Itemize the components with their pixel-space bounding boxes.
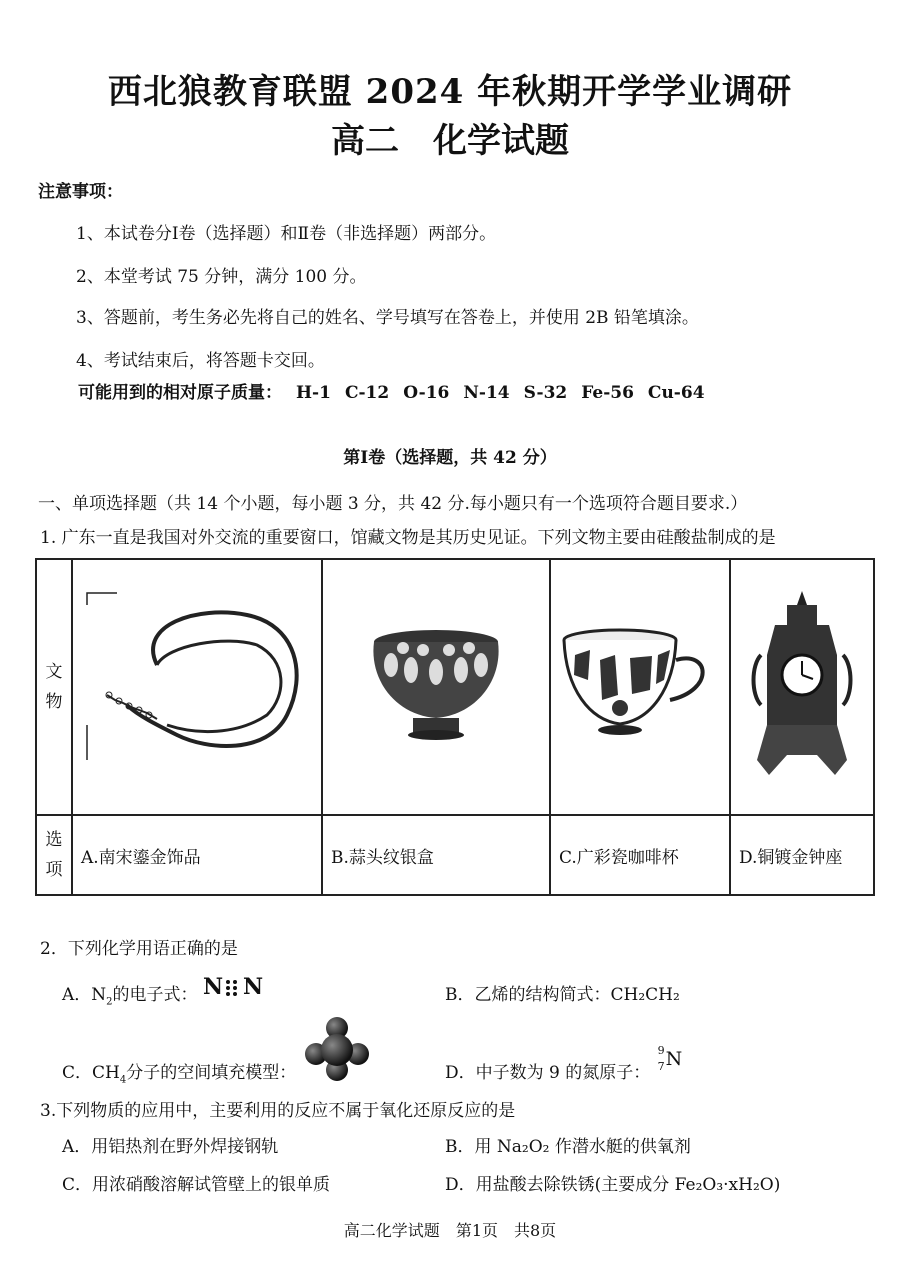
option-c[interactable]: C.广彩瓷咖啡杯 — [550, 815, 730, 895]
artifact-image-a — [72, 559, 322, 815]
part-heading: 一、单项选择题（共 14 个小题，每小题 3 分，共 42 分.每小题只有一个选项符合题目要求.） — [38, 494, 748, 514]
row-label-char: 选 — [45, 830, 63, 850]
electron-dots-icon — [223, 978, 243, 998]
exam-title: 西北狼教育联盟 2024 年秋期开学学业调研 — [107, 72, 793, 112]
subject-label: 化学试题 — [433, 121, 569, 161]
section-heading: 第Ⅰ卷（选择题，共 42 分） — [343, 448, 557, 468]
q3-option-d[interactable]: D．用盐酸去除铁锈(主要成分 Fe₂O₃·xH₂O) — [445, 1175, 781, 1195]
question-3-stem: 3.下列物质的应用中，主要利用的反应不属于氧化还原反应的是 — [40, 1101, 516, 1121]
notes-heading: 注意事项： — [38, 182, 123, 202]
row-label-options — [36, 815, 72, 895]
atomic-mass-value: O-16 — [403, 383, 450, 403]
q3-option-c[interactable]: C．用浓硝酸溶解试管壁上的银单质 — [62, 1175, 331, 1195]
artifact-image-d — [730, 559, 874, 815]
option-b[interactable]: B.蒜头纹银盒 — [322, 815, 550, 895]
element-symbol: N — [665, 1048, 683, 1070]
row-label-char: 文 — [45, 662, 63, 682]
atomic-mass-value: N-14 — [463, 383, 510, 403]
n2-electron-formula — [203, 974, 263, 1000]
q3-option-b[interactable]: B．用 Na₂O₂ 作潜水艇的供氧剂 — [445, 1137, 691, 1157]
question-1-stem: 1. 广东一直是我国对外交流的重要窗口，馆藏文物是其历史见证。下列文物主要由硅酸盐制成的是 — [40, 528, 776, 548]
gold-chain-image — [77, 585, 317, 785]
page-footer — [0, 1218, 900, 1241]
atomic-mass-line — [78, 378, 719, 403]
atomic-mass-value: Cu-64 — [647, 383, 705, 403]
atomic-mass-value: Fe-56 — [581, 383, 634, 403]
option-label: A．N — [62, 985, 107, 1005]
page-total: 共8页 — [514, 1221, 557, 1240]
ch4-space-filling-model-icon — [302, 1014, 372, 1084]
grade-label: 高二 — [331, 121, 399, 161]
question-2-stem: 2．下列化学用语正确的是 — [40, 939, 238, 959]
artifact-image-b — [322, 559, 550, 815]
note-item: 1、本试卷分Ⅰ卷（选择题）和Ⅱ卷（非选择题）两部分。 — [76, 224, 497, 244]
atomic-number: 7 — [657, 1060, 665, 1073]
atomic-mass-value: C-12 — [344, 383, 390, 403]
q2-option-b[interactable]: B．乙烯的结构简式：CH₂CH₂ — [445, 985, 680, 1005]
q2-option-c[interactable] — [62, 1058, 296, 1085]
q3-option-a[interactable]: A．用铝热剂在野外焊接钢轨 — [62, 1137, 279, 1157]
option-label: C．CH — [62, 1063, 120, 1083]
q2-option-d[interactable] — [445, 1044, 683, 1083]
note-item: 3、答题前，考生务必先将自己的姓名、学号填写在答卷上，并使用 2B 铅笔填涂。 — [76, 308, 699, 328]
subscript: 4 — [119, 1074, 127, 1086]
silver-box-image — [361, 620, 511, 750]
note-item: 2、本堂考试 75 分钟，满分 100 分。 — [76, 267, 367, 287]
row-label-char: 物 — [45, 692, 63, 712]
note-item: 4、考试结束后，将答题卡交回。 — [76, 351, 325, 371]
row-label-char: 项 — [45, 860, 63, 880]
atom-symbol: N — [243, 974, 264, 1000]
option-a[interactable]: A.南宋鎏金饰品 — [72, 815, 322, 895]
nuclide-notation — [656, 1044, 683, 1078]
subscript: 2 — [106, 996, 113, 1008]
artifact-image-c — [550, 559, 730, 815]
atomic-mass-label: 可能用到的相对原子质量： — [78, 383, 282, 403]
row-label-artifact — [36, 559, 72, 815]
atomic-mass-value: S-32 — [523, 383, 568, 403]
artifact-table — [35, 558, 875, 896]
option-d[interactable]: D.铜镀金钟座 — [730, 815, 874, 895]
atom-symbol: N — [202, 974, 224, 1000]
option-text: 分子的空间填充模型： — [126, 1063, 297, 1083]
mass-number: 9 — [657, 1044, 665, 1057]
q2-option-a[interactable] — [62, 974, 264, 1008]
porcelain-cup-image — [560, 620, 720, 750]
atomic-mass-value: H-1 — [296, 383, 331, 403]
option-text: 的电子式： — [112, 985, 198, 1005]
footer-title: 高二化学试题 — [343, 1221, 440, 1240]
exam-subtitle — [0, 113, 900, 162]
page-number: 第1页 — [455, 1221, 498, 1240]
option-text: D．中子数为 9 的氮原子： — [445, 1063, 651, 1083]
clock-image — [747, 585, 857, 785]
